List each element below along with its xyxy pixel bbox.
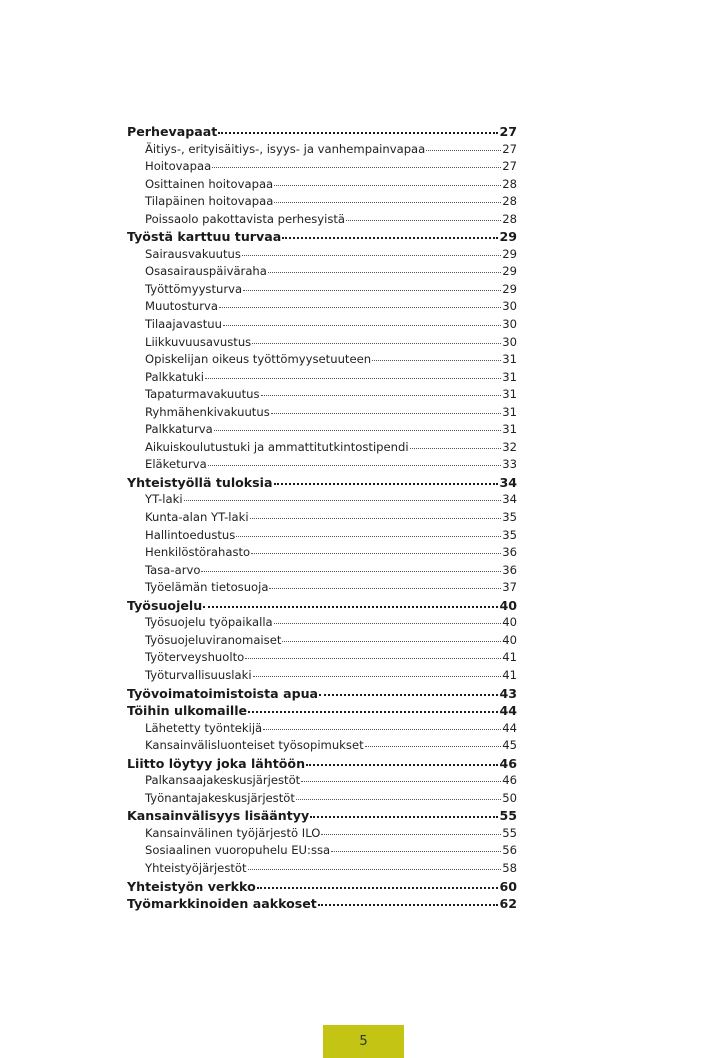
toc-entry-page: 30: [502, 299, 517, 314]
toc-section-page: 46: [499, 755, 517, 771]
toc-entry-title: Poissaolo pakottavista perhesyistä: [145, 211, 346, 226]
toc-section: [127, 598, 517, 616]
toc-section: [127, 703, 517, 721]
leader-dots: [252, 343, 501, 344]
toc-entry-page: 28: [502, 211, 517, 226]
leader-dots: [426, 150, 501, 151]
leader-dots: [245, 658, 501, 659]
page-number: 5: [359, 1034, 368, 1049]
toc-section: [127, 229, 517, 247]
toc-entry-page: 31: [502, 352, 517, 367]
toc-entry: [127, 580, 517, 598]
toc-section-title: Liitto löytyy joka lähtöön: [127, 755, 306, 771]
toc-entry-title: Sosiaalinen vuoropuhelu EU:ssa: [145, 843, 331, 858]
toc-section: [127, 686, 517, 704]
toc-entry-title: Henkilöstörahasto: [145, 545, 251, 560]
leader-dots: [203, 606, 498, 608]
toc-entry-title: Kansainvälinen työjärjestö ILO: [145, 825, 321, 840]
toc-section-page: 62: [499, 896, 517, 912]
toc-entry-title: Muutosturva: [145, 299, 219, 314]
toc-section-page: 40: [499, 597, 517, 613]
leader-dots: [306, 764, 498, 766]
leader-dots: [250, 518, 502, 519]
leader-dots: [321, 834, 501, 835]
toc-entry: [127, 668, 517, 686]
toc-section-title: Työstä karttuu turvaa: [127, 229, 282, 245]
toc-entry: [127, 387, 517, 405]
toc-entry: [127, 633, 517, 651]
toc-entry: [127, 335, 517, 353]
leader-dots: [257, 887, 499, 889]
toc-entry: [127, 563, 517, 581]
toc-entry-title: Liikkuvuusavustus: [145, 334, 252, 349]
toc-entry: [127, 282, 517, 300]
toc-section: [127, 756, 517, 774]
toc-entry: [127, 510, 517, 528]
toc-section: [127, 808, 517, 826]
toc-entry-title: Tilapäinen hoitovapaa: [145, 194, 274, 209]
toc-section: [127, 896, 517, 914]
toc-entry-title: Palkkatuki: [145, 369, 204, 384]
toc-entry-title: Hallintoedustus: [145, 527, 236, 542]
toc-entry: [127, 177, 517, 195]
toc-section-title: Perhevapaat: [127, 124, 218, 139]
toc-entry-page: 27: [502, 141, 517, 156]
toc-entry-page: 50: [502, 790, 517, 805]
leader-dots: [251, 553, 501, 554]
toc-entry-page: 28: [502, 176, 517, 191]
toc-entry-title: Lähetetty työntekijä: [145, 720, 263, 735]
toc-entry-page: 29: [502, 281, 517, 296]
toc-entry: [127, 773, 517, 791]
toc-section-page: 44: [499, 703, 517, 719]
toc-entry: [127, 615, 517, 633]
leader-dots: [248, 869, 502, 870]
leader-dots: [268, 272, 501, 273]
toc-entry-title: Työsuojelu työpaikalla: [145, 615, 273, 630]
toc-entry-title: Työturvallisuuslaki: [145, 667, 252, 682]
leader-dots: [365, 746, 502, 747]
toc-section-page: 29: [499, 229, 517, 245]
leader-dots: [236, 536, 501, 537]
toc-section-title: Työvoimatoimistoista apua: [127, 685, 319, 701]
toc-section-title: Töihin ulkomaille: [127, 703, 248, 719]
toc-entry-title: Äitiys-, erityisäitiys-, isyys- ja vanhempainvapaa: [145, 141, 426, 156]
toc-entry-page: 40: [502, 615, 517, 630]
toc-section: [127, 475, 517, 493]
toc-entry-title: Eläketurva: [145, 457, 207, 472]
toc-entry-title: Työnantajakeskusjärjestöt: [145, 790, 295, 805]
toc-section: [127, 124, 517, 142]
toc-entry-page: 45: [502, 738, 517, 753]
leader-dots: [248, 711, 498, 713]
toc-entry-page: 35: [502, 527, 517, 542]
leader-dots: [274, 623, 502, 624]
toc-entry-page: 27: [502, 159, 517, 174]
leader-dots: [271, 413, 501, 414]
leader-dots: [212, 167, 501, 168]
toc-entry: [127, 247, 517, 265]
toc-entry-title: Aikuiskoulutustuki ja ammattitutkintostipendi: [145, 439, 409, 454]
toc-entry-title: Kunta-alan YT-laki: [145, 510, 249, 525]
leader-dots: [269, 588, 501, 589]
toc-entry-page: 34: [502, 492, 517, 507]
toc-entry-title: Osasairauspäiväraha: [145, 264, 267, 279]
toc-section-title: Kansainvälisyys lisääntyy: [127, 808, 310, 824]
toc-entry: [127, 545, 517, 563]
toc-entry: [127, 212, 517, 230]
toc-entry-title: Tapaturmavakuutus: [145, 387, 260, 402]
toc-entry-page: 33: [502, 457, 517, 472]
leader-dots: [372, 360, 501, 361]
leader-dots: [410, 448, 502, 449]
toc-entry: [127, 352, 517, 370]
leader-dots: [331, 851, 501, 852]
toc-entry: [127, 457, 517, 475]
toc-entry-title: YT-laki: [145, 492, 183, 507]
toc-entry-page: 41: [502, 667, 517, 682]
leader-dots: [208, 465, 502, 466]
toc-entry: [127, 299, 517, 317]
toc-entry: [127, 650, 517, 668]
toc-entry: [127, 843, 517, 861]
toc-entry-page: 56: [502, 843, 517, 858]
toc-entry-page: 36: [502, 545, 517, 560]
toc-entry-page: 55: [502, 825, 517, 840]
toc-entry-title: Sairausvakuutus: [145, 246, 241, 261]
toc-entry-page: 29: [502, 246, 517, 261]
leader-dots: [242, 255, 501, 256]
toc-entry: [127, 159, 517, 177]
toc-entry: [127, 738, 517, 756]
leader-dots: [205, 378, 501, 379]
toc-entry: [127, 422, 517, 440]
toc-entry-page: 30: [502, 317, 517, 332]
toc-entry-page: 41: [502, 650, 517, 665]
toc-section-page: 60: [499, 878, 517, 894]
toc-entry-title: Opiskelijan oikeus työttömyysetuuteen: [145, 352, 372, 367]
leader-dots: [243, 290, 501, 291]
leader-dots: [310, 816, 498, 818]
leader-dots: [219, 307, 501, 308]
toc-entry: [127, 405, 517, 423]
leader-dots: [263, 729, 501, 730]
leader-dots: [201, 571, 501, 572]
toc-section-title: Työmarkkinoiden aakkoset: [127, 896, 317, 912]
leader-dots: [223, 325, 501, 326]
toc-entry-title: Työttömyysturva: [145, 281, 243, 296]
toc-entry-title: Työelämän tietosuoja: [145, 580, 269, 595]
toc-entry-page: 31: [502, 369, 517, 384]
toc-entry-page: 58: [502, 860, 517, 875]
toc-entry-page: 32: [502, 439, 517, 454]
toc-entry: [127, 142, 517, 160]
leader-dots: [319, 694, 498, 696]
leader-dots: [184, 500, 502, 501]
toc-section-title: Yhteistyön verkko: [127, 878, 256, 894]
toc-entry: [127, 528, 517, 546]
toc-entry-title: Työsuojeluviranomaiset: [145, 632, 282, 647]
leader-dots: [253, 676, 502, 677]
toc-entry-page: 29: [502, 264, 517, 279]
leader-dots: [274, 483, 499, 485]
toc-section-page: 34: [499, 474, 517, 490]
page-number-box: [323, 1025, 404, 1058]
toc-entry: [127, 721, 517, 739]
toc-entry: [127, 492, 517, 510]
toc-entry: [127, 861, 517, 879]
toc-entry-page: 31: [502, 422, 517, 437]
toc-entry-page: 35: [502, 510, 517, 525]
leader-dots: [296, 799, 501, 800]
toc-entry: [127, 317, 517, 335]
toc-entry-title: Tilaajavastuu: [145, 317, 222, 332]
toc-entry-title: Ryhmähenkivakuutus: [145, 404, 270, 419]
toc-entry-title: Hoitovapaa: [145, 159, 212, 174]
toc-entry: [127, 791, 517, 809]
toc-entry-title: Osittainen hoitovapaa: [145, 176, 274, 191]
toc-section-page: 55: [499, 808, 517, 824]
toc-entry-page: 44: [502, 720, 517, 735]
toc-section-title: Työsuojelu: [127, 597, 203, 613]
leader-dots: [301, 781, 501, 782]
toc-entry: [127, 826, 517, 844]
toc-entry-title: Palkkaturva: [145, 422, 213, 437]
toc-entry-title: Tasa-arvo: [145, 562, 201, 577]
toc-entry: [127, 370, 517, 388]
leader-dots: [274, 185, 501, 186]
toc-entry-page: 28: [502, 194, 517, 209]
table-of-contents: [127, 124, 517, 914]
leader-dots: [214, 430, 501, 431]
toc-entry-page: 40: [502, 632, 517, 647]
toc-entry-page: 31: [502, 404, 517, 419]
leader-dots: [218, 132, 498, 134]
toc-entry-page: 31: [502, 387, 517, 402]
toc-entry-page: 46: [502, 773, 517, 788]
leader-dots: [346, 220, 501, 221]
toc-entry-title: Työterveyshuolto: [145, 650, 245, 665]
toc-section-page: 43: [499, 685, 517, 701]
toc-section-page: 27: [499, 124, 517, 139]
toc-section: [127, 879, 517, 897]
toc-entry: [127, 194, 517, 212]
toc-entry-page: 37: [502, 580, 517, 595]
leader-dots: [261, 395, 502, 396]
leader-dots: [318, 904, 499, 906]
toc-entry-title: Kansainvälisluonteiset työsopimukset: [145, 738, 364, 753]
toc-entry: [127, 264, 517, 282]
toc-entry-page: 30: [502, 334, 517, 349]
leader-dots: [274, 202, 501, 203]
toc-entry: [127, 440, 517, 458]
leader-dots: [282, 641, 501, 642]
toc-entry-title: Yhteistyöjärjestöt: [145, 860, 247, 875]
toc-entry-page: 36: [502, 562, 517, 577]
toc-section-title: Yhteistyöllä tuloksia: [127, 474, 273, 490]
leader-dots: [282, 237, 498, 239]
toc-entry-title: Palkansaajakeskusjärjestöt: [145, 773, 301, 788]
